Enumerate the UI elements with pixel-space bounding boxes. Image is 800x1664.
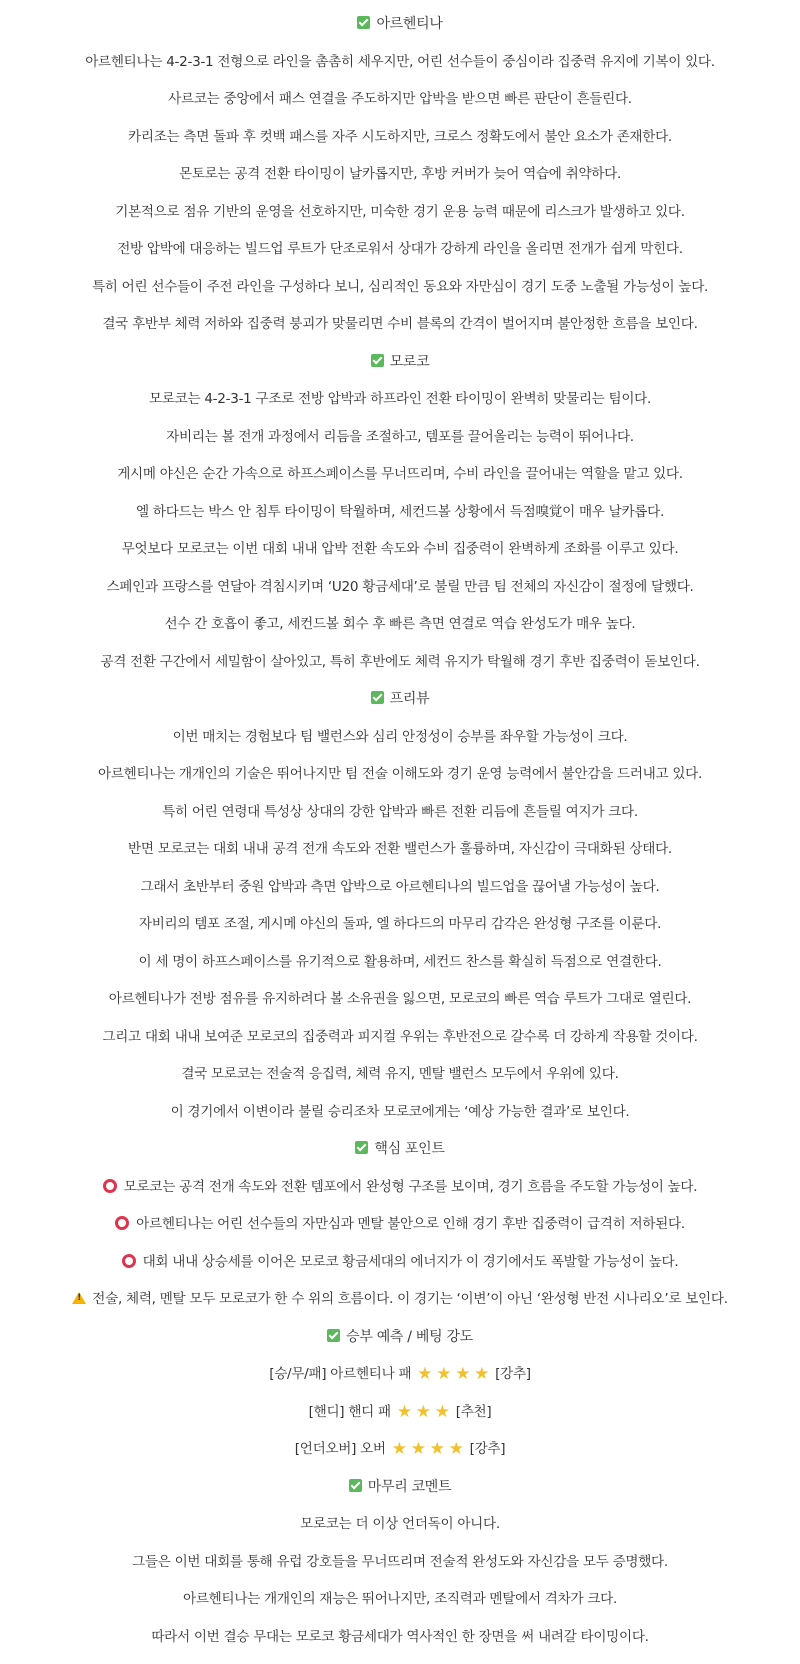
star-rating	[395, 1394, 452, 1432]
star-icon: ★	[410, 1439, 426, 1459]
paragraph-line: 이 세 명이 하프스페이스를 유기적으로 활용하며, 세컨드 찬스를 확실히 득점으로 연결한다.	[138, 953, 662, 970]
paragraph-line: 게시메 야신은 순간 가속으로 하프스페이스를 무너뜨리며, 수비 라인을 끌어내는 역할을 맡고 있다.	[117, 466, 683, 482]
key-point-item: 대회 내내 상승세를 이어온 모로코 황금세대의 에너지가 이 경기에서도 폭발할 가능성이 높다.	[0, 1244, 800, 1282]
star-icon: ★	[434, 1401, 450, 1422]
check-icon	[349, 1479, 362, 1492]
key-point-item: 아르헨티나는 어린 선수들의 자만심과 멘탈 불안으로 인해 경기 후반 집중력이 급격히 저하된다.	[0, 1206, 800, 1244]
paragraph-line: 반면 모로코는 대회 내내 공격 전개 속도와 전환 밸런스가 훌륭하며, 자신감이 극대화된 상태다.	[128, 841, 672, 857]
key-point-warning: !전술, 체력, 멘탈 모두 모로코가 한 수 위의 흐름이다. 이 경기는 ‘이변’이 아닌 ‘완성형 반전 시나리오’로 보인다.	[0, 1281, 800, 1319]
section-heading-closing: 마무리 코멘트	[0, 1469, 800, 1507]
star-icon: ★	[436, 1364, 452, 1384]
paragraph-line: 그래서 초반부터 중원 압박과 측면 압박으로 아르헨티나의 빌드업을 끊어낼 가능성이 높다.	[140, 878, 660, 895]
prediction-pick: [핸디] 핸디 패 ★ ★ ★ [추천]	[0, 1394, 800, 1432]
star-icon: ★	[417, 1364, 433, 1384]
paragraph-line: 결국 모로코는 전술적 응집력, 체력 유지, 멘탈 밸런스 모두에서 우위에 있다.	[181, 1066, 619, 1082]
section-heading-preview: 프리뷰	[0, 681, 800, 719]
paragraph-line: 아르헨티나는 개개인의 기술은 뛰어나지만 팀 전술 이해도와 경기 운영 능력에서 불안감을 드러내고 있다.	[97, 766, 703, 782]
paragraph-line: 아르헨티나가 전방 점유를 유지하려다 볼 소유권을 잃으면, 모로코의 빠른 역습 루트가 그대로 열린다.	[108, 991, 692, 1007]
paragraph-line: 결국 후반부 체력 저하와 집중력 붕괴가 맞물리면 수비 블록의 간격이 벌어지며 불안정한 흐름을 보인다.	[102, 316, 698, 332]
check-icon	[357, 16, 370, 29]
red-circle-icon	[115, 1216, 129, 1230]
paragraph-line: 모로코는 4-2-3-1 구조로 전방 압박과 하프라인 전환 타이밍이 완벽히 맞물리는 팀이다.	[148, 391, 652, 407]
paragraph-line: 그들은 이번 대회를 통해 유럽 강호들을 무너뜨리며 전술적 완성도와 자신감을 모두 증명했다.	[132, 1553, 668, 1570]
star-icon: ★	[474, 1364, 490, 1384]
check-icon	[371, 691, 384, 704]
paragraph-line: 자비리는 볼 전개 과정에서 리듬을 조절하고, 템포를 끌어올리는 능력이 뛰어나다.	[166, 428, 634, 445]
paragraph-line: 아르헨티나는 개개인의 재능은 뛰어나지만, 조직력과 멘탈에서 격차가 크다.	[183, 1591, 617, 1607]
section-heading-key-points: 핵심 포인트	[0, 1131, 800, 1169]
paragraph-line: 카리조는 측면 돌파 후 컷백 패스를 자주 시도하지만, 크로스 정확도에서 불안 요소가 존재한다.	[128, 128, 672, 145]
paragraph-line: 기본적으로 점유 기반의 운영을 선호하지만, 미숙한 경기 운용 능력 때문에 리스크가 발생하고 있다.	[115, 203, 685, 220]
paragraph-line: 스페인과 프랑스를 연달아 격침시키며 ‘U20 황금세대’로 불릴 만큼 팀 전체의 자신감이 절정에 달했다.	[106, 578, 694, 595]
paragraph-line: 따라서 이번 결승 무대는 모로코 황금세대가 역사적인 한 장면을 써 내려갈 타이밍이다.	[151, 1628, 649, 1645]
star-icon: ★	[415, 1401, 431, 1422]
section-heading-morocco: 모로코	[0, 344, 800, 382]
paragraph-line: 특히 어린 선수들이 주전 라인을 구성하다 보니, 심리적인 동요와 자만심이 경기 도중 노출될 가능성이 높다.	[91, 278, 709, 295]
paragraph-line: 선수 간 호흡이 좋고, 세컨드볼 회수 후 빠른 측면 연결로 역습 완성도가 매우 높다.	[164, 616, 636, 632]
paragraph-line: 공격 전환 구간에서 세밀함이 살아있고, 특히 후반에도 체력 유지가 탁월해 경기 후반 집중력이 돋보인다.	[100, 653, 700, 670]
paragraph-line: 사르코는 중앙에서 패스 연결을 주도하지만 압박을 받으면 빠른 판단이 흔들린다.	[168, 91, 632, 107]
paragraph-line: 모로코는 더 이상 언더독이 아니다.	[300, 1516, 500, 1532]
paragraph-line: 그리고 대회 내내 보여준 모로코의 집중력과 피지컬 우위는 후반전으로 갈수록 더 강하게 작용할 것이다.	[102, 1028, 698, 1045]
paragraph-line: 특히 어린 연령대 특성상 상대의 강한 압박과 빠른 전환 리듬에 흔들릴 여지가 크다.	[162, 803, 638, 820]
paragraph-line: 이번 매치는 경험보다 팀 밸런스와 심리 안정성이 승부를 좌우할 가능성이 크다.	[172, 728, 628, 745]
star-rating	[390, 1431, 466, 1469]
paragraph-line: 자비리의 템포 조절, 게시메 야신의 돌파, 엘 하다드의 마무리 감각은 완성형 구조를 이룬다.	[138, 916, 662, 932]
check-icon	[371, 354, 384, 367]
star-icon: ★	[391, 1439, 407, 1459]
warning-icon	[72, 1292, 86, 1304]
paragraph-line: 무엇보다 모로코는 이번 대회 내내 압박 전환 속도와 수비 집중력이 완벽하게 조화를 이루고 있다.	[121, 541, 679, 557]
check-icon	[355, 1141, 368, 1154]
prediction-pick: [승/무/패] 아르헨티나 패 ★ ★ ★ ★ [강추]	[0, 1356, 800, 1394]
red-circle-icon	[122, 1254, 136, 1268]
star-rating	[415, 1356, 491, 1394]
paragraph-line: 전방 압박에 대응하는 빌드업 루트가 단조로워서 상대가 강하게 라인을 올리면 전개가 쉽게 막힌다.	[117, 241, 683, 257]
star-icon: ★	[448, 1439, 464, 1459]
star-icon: ★	[396, 1401, 412, 1422]
section-heading-argentina: 아르헨티나	[0, 6, 800, 44]
prediction-pick: [언더오버] 오버 ★ ★ ★ ★ [강추]	[0, 1431, 800, 1469]
paragraph-line: 아르헨티나는 4-2-3-1 전형으로 라인을 촘촘히 세우지만, 어린 선수들이 중심이라 집중력 유지에 기복이 있다.	[85, 53, 715, 70]
key-point-item: 모로코는 공격 전개 속도와 전환 템포에서 완성형 구조를 보이며, 경기 흐름을 주도할 가능성이 높다.	[0, 1169, 800, 1207]
paragraph-line: 몬토로는 공격 전환 타이밍이 날카롭지만, 후방 커버가 늦어 역습에 취약하다.	[178, 166, 621, 182]
check-icon	[327, 1329, 340, 1342]
section-heading-prediction: 승부 예측 / 베팅 강도	[0, 1319, 800, 1357]
star-icon: ★	[455, 1364, 471, 1384]
paragraph-line: 이 경기에서 이변이라 불릴 승리조차 모로코에게는 ‘예상 가능한 결과’로 보인다.	[170, 1103, 630, 1120]
red-circle-icon	[103, 1179, 117, 1193]
paragraph-line: 엘 하다드는 박스 안 침투 타이밍이 탁월하며, 세컨드볼 상황에서 득점嗅覚이 매우 날카롭다.	[136, 503, 664, 520]
star-icon: ★	[429, 1439, 445, 1459]
